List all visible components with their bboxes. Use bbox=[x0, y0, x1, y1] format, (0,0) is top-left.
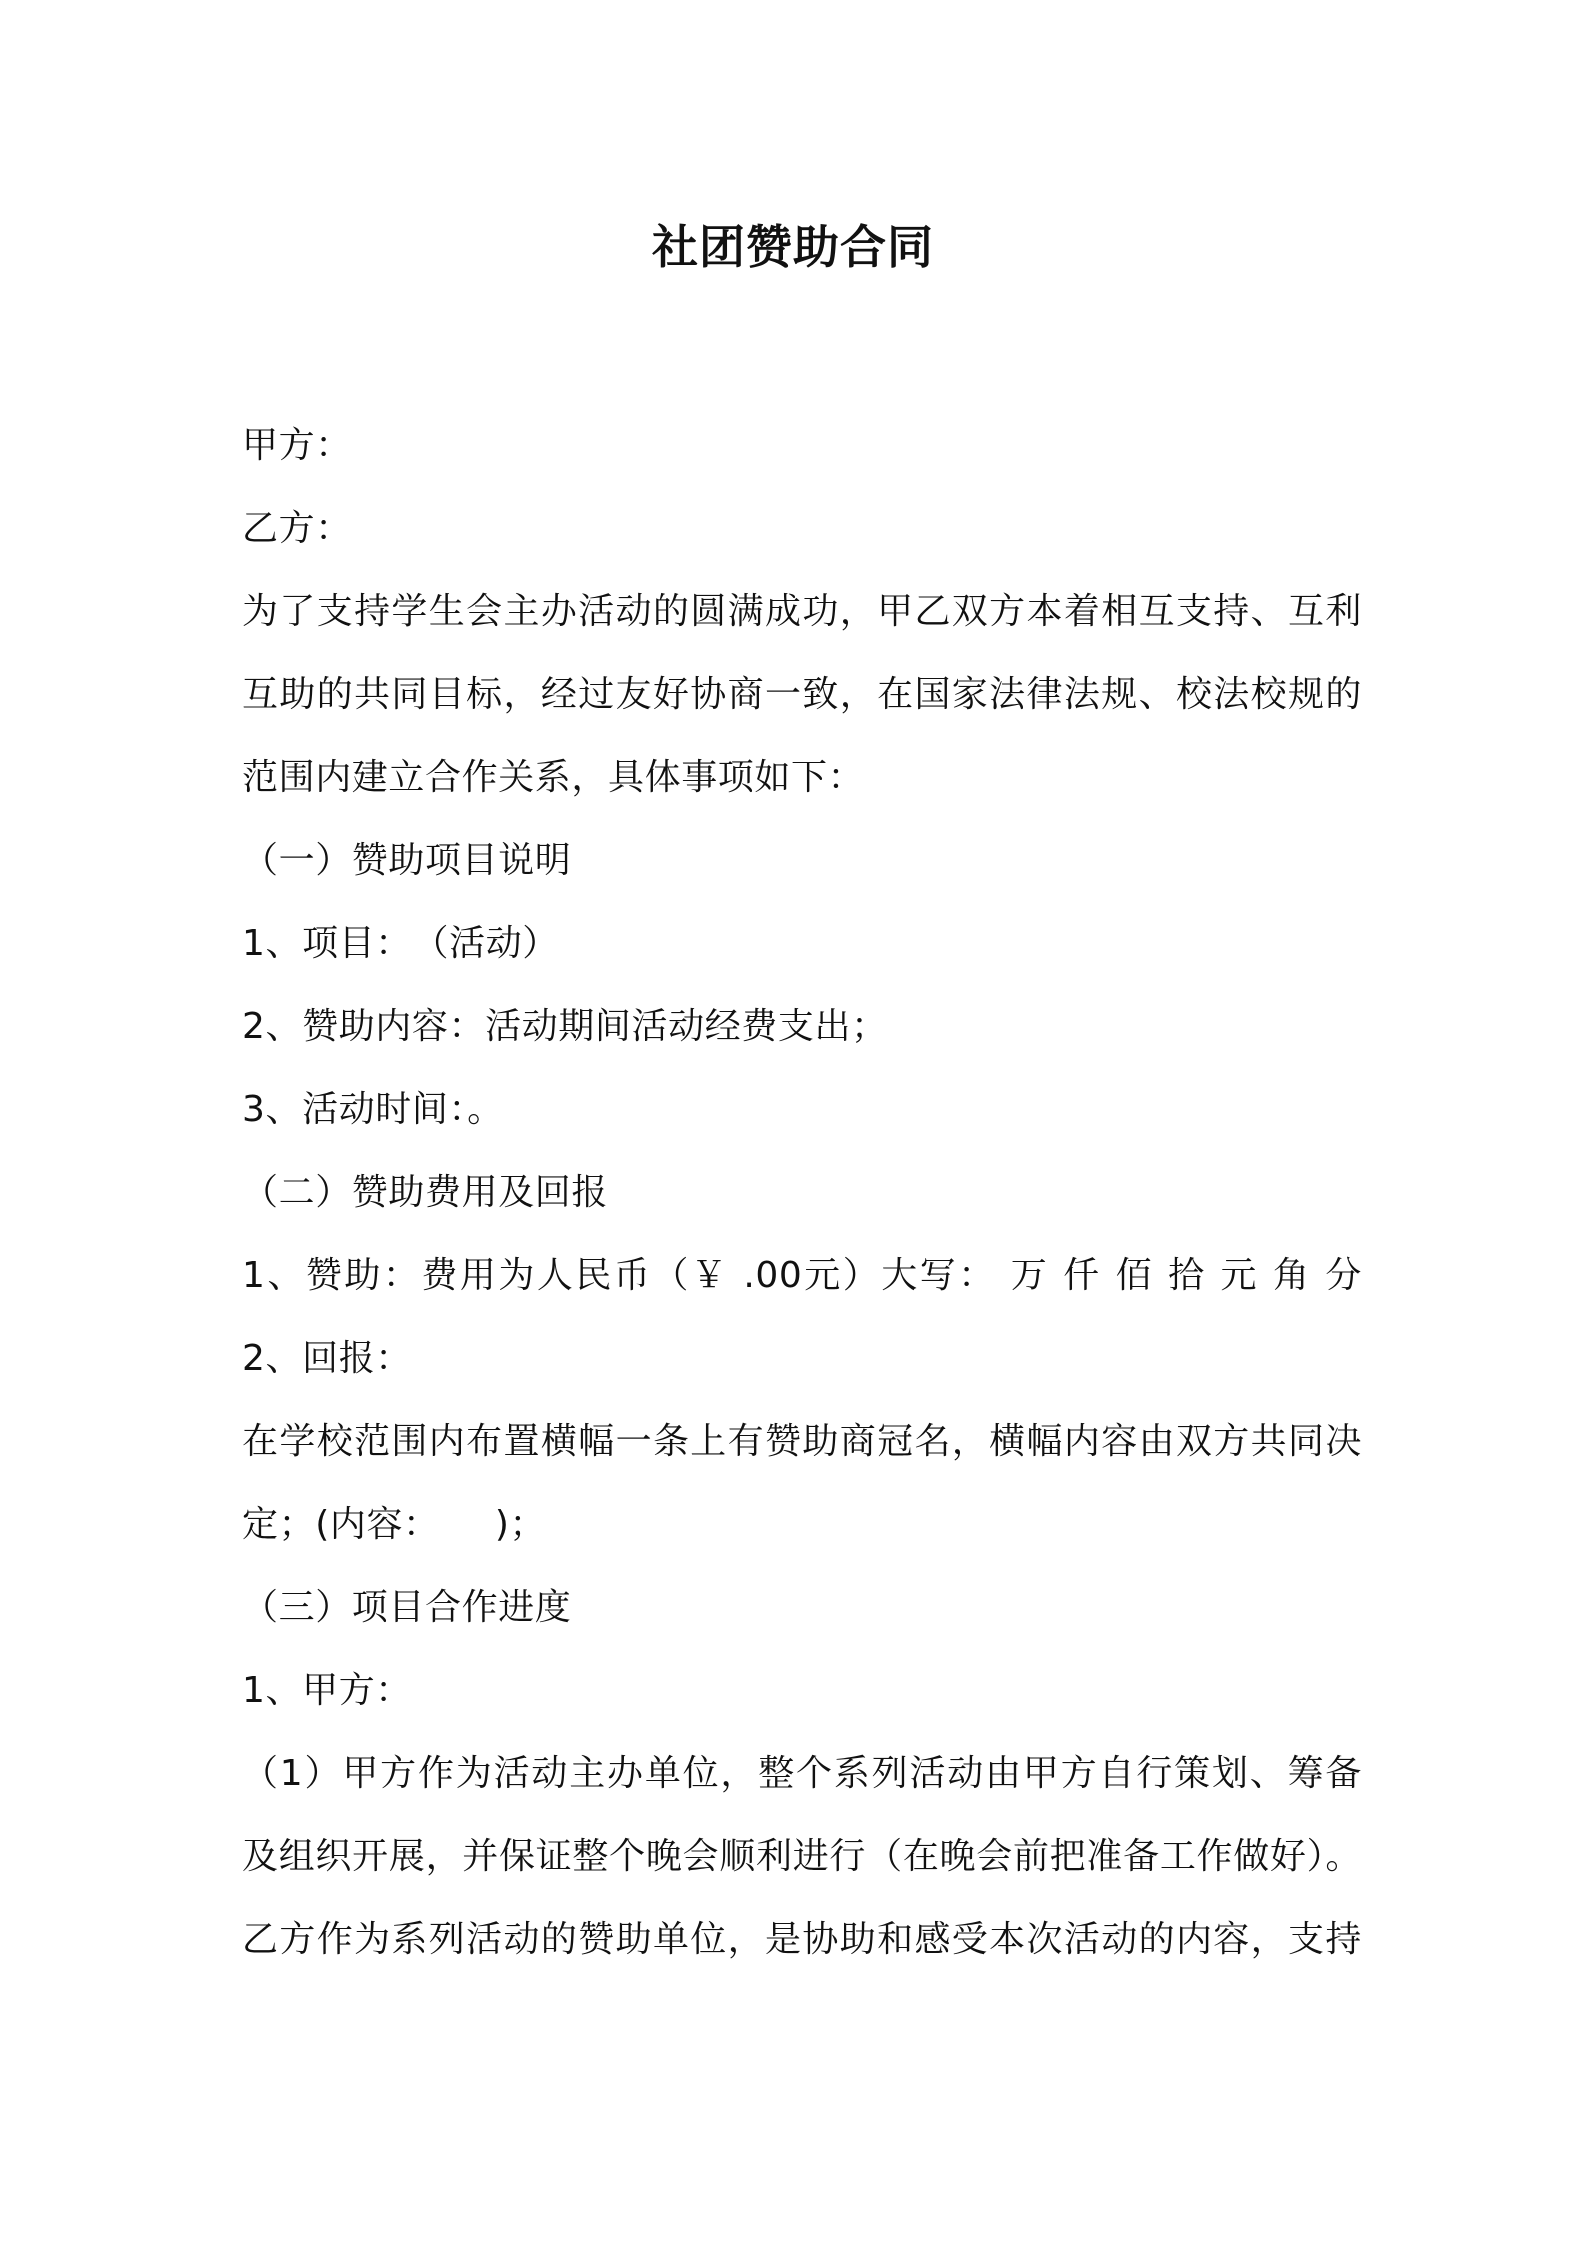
section-heading: （二）赞助费用及回报 bbox=[242, 1172, 609, 1213]
list-item: 3、活动时间：。 bbox=[242, 1089, 504, 1130]
paragraph-line: 及组织开展，并保证整个晚会顺利进行（在晚会前把准备工作做好）。 bbox=[242, 1836, 1362, 1877]
section-heading: （三）项目合作进度 bbox=[242, 1587, 572, 1628]
paragraph-line: 互助的共同目标，经过友好协商一致，在国家法律法规、校法校规的 bbox=[242, 674, 1362, 715]
list-item: 1、甲方： bbox=[242, 1670, 412, 1711]
document-title: 社团赞助合同 bbox=[652, 220, 934, 274]
section-heading: （一）赞助项目说明 bbox=[242, 840, 572, 881]
paragraph-line: 为了支持学生会主办活动的圆满成功，甲乙双方本着相互支持、互利 bbox=[242, 591, 1362, 632]
paragraph-line: 范围内建立合作关系，具体事项如下： bbox=[242, 757, 865, 798]
list-item: 2、回报： bbox=[242, 1338, 412, 1379]
document-body bbox=[242, 404, 1362, 1981]
paragraph-line: 乙方作为系列活动的赞助单位，是协助和感受本次活动的内容，支持 bbox=[242, 1919, 1362, 1960]
paragraph-line: （1）甲方作为活动主办单位，整个系列活动由甲方自行策划、筹备 bbox=[242, 1753, 1362, 1794]
party-a-line: 甲方： bbox=[242, 425, 352, 466]
list-item: 2、赞助内容：活动期间活动经费支出； bbox=[242, 1006, 888, 1047]
list-item: 1、项目： （活动） bbox=[242, 923, 559, 964]
paragraph-line: 在学校范围内布置横幅一条上有赞助商冠名，横幅内容由双方共同决 bbox=[242, 1421, 1362, 1462]
list-item: 1、赞助：费用为人民币（￥ .00元）大写： 万 仟 佰 拾 元 角 分 bbox=[242, 1255, 1362, 1296]
party-b-line: 乙方： bbox=[242, 508, 352, 549]
paragraph-line: 定；(内容： )； bbox=[242, 1504, 547, 1545]
